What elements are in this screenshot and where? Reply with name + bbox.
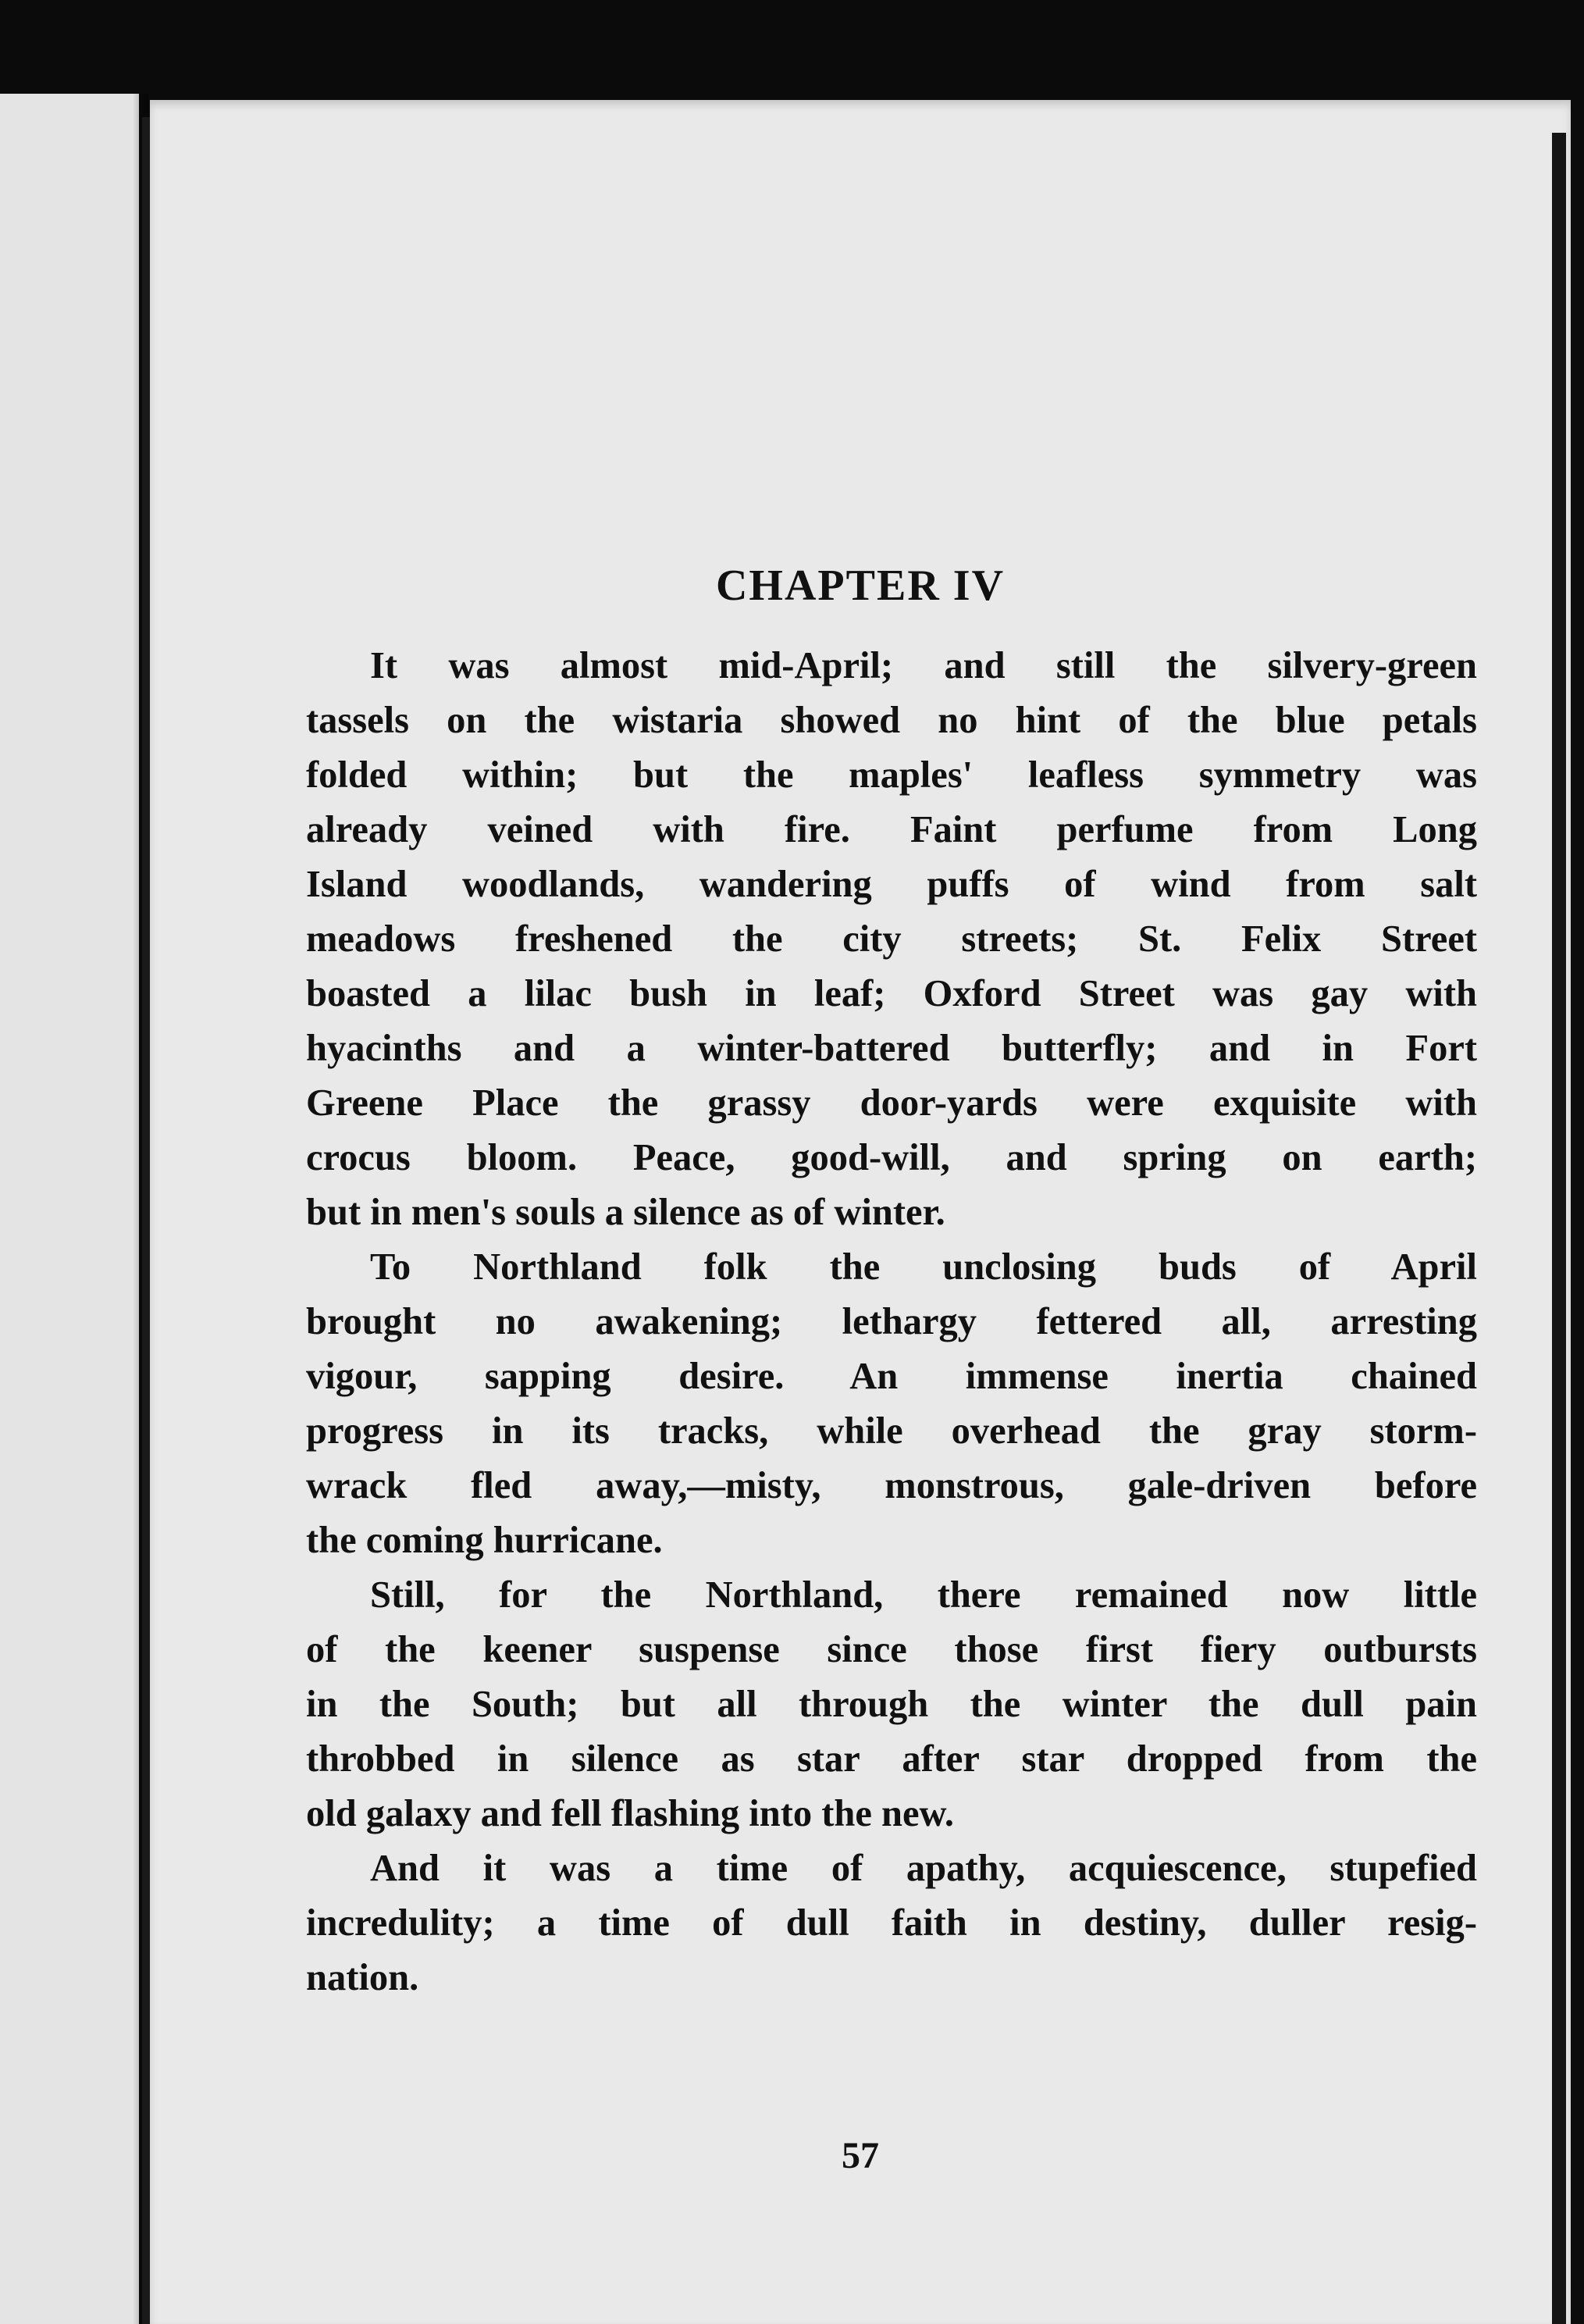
text-line: meadows freshened the city streets; St. Felix Street	[306, 918, 1477, 960]
text-line: boasted a lilac bush in leaf; Oxford Street was gay with	[306, 973, 1477, 1014]
paragraph-4	[306, 1841, 1477, 2005]
paragraph-1	[306, 639, 1477, 1240]
book-page	[150, 100, 1571, 2324]
text-line: folded within; but the maples' leafless symmetry was	[306, 754, 1477, 796]
text-line: hyacinths and a winter-battered butterfly; and in Fort	[306, 1028, 1477, 1069]
text-line: progress in its tracks, while overhead the gray storm-	[306, 1410, 1477, 1452]
paragraph-2	[306, 1240, 1477, 1568]
text-line: of the keener suspense since those first fiery outbursts	[306, 1629, 1477, 1670]
text-line: Island woodlands, wandering puffs of wind from salt	[306, 864, 1477, 905]
text-line: Still, for the Northland, there remained now little	[370, 1574, 1477, 1616]
text-line: Greene Place the grassy door-yards were exquisite with	[306, 1082, 1477, 1124]
text-line: incredulity; a time of dull faith in destiny, duller resig-	[306, 1902, 1477, 1944]
text-line: tassels on the wistaria showed no hint of the blue petals	[306, 700, 1477, 741]
text-line: old galaxy and fell flashing into the new.	[306, 1793, 955, 1834]
text-line: To Northland folk the unclosing buds of April	[370, 1246, 1477, 1288]
page-right-edge	[1552, 133, 1566, 2324]
chapter-title: CHAPTER IV	[715, 561, 1006, 610]
text-line: but in men's souls a silence as of winter.	[306, 1192, 945, 1233]
text-line: crocus bloom. Peace, good-will, and spring on earth;	[306, 1137, 1477, 1178]
facing-page-edge	[0, 94, 139, 2324]
text-line: wrack fled away,—misty, monstrous, gale-driven before	[306, 1465, 1477, 1506]
text-line: the coming hurricane.	[306, 1520, 663, 1561]
book-gutter	[142, 117, 150, 2324]
text-line: throbbed in silence as star after star dropped from the	[306, 1738, 1477, 1780]
text-line: It was almost mid-April; and still the silvery-green	[370, 645, 1477, 686]
text-line: in the South; but all through the winter the dull pain	[306, 1684, 1477, 1725]
paragraph-3	[306, 1568, 1477, 1841]
text-line: And it was a time of apathy, acquiescence, stupefied	[370, 1848, 1477, 1889]
text-line: vigour, sapping desire. An immense inertia chained	[306, 1356, 1477, 1397]
page-number: 57	[842, 2135, 879, 2176]
chapter-body	[306, 639, 1477, 2005]
text-line: brought no awakening; lethargy fettered all, arresting	[306, 1301, 1477, 1342]
text-line: already veined with fire. Faint perfume from Long	[306, 809, 1477, 850]
text-line: nation.	[306, 1957, 419, 1998]
